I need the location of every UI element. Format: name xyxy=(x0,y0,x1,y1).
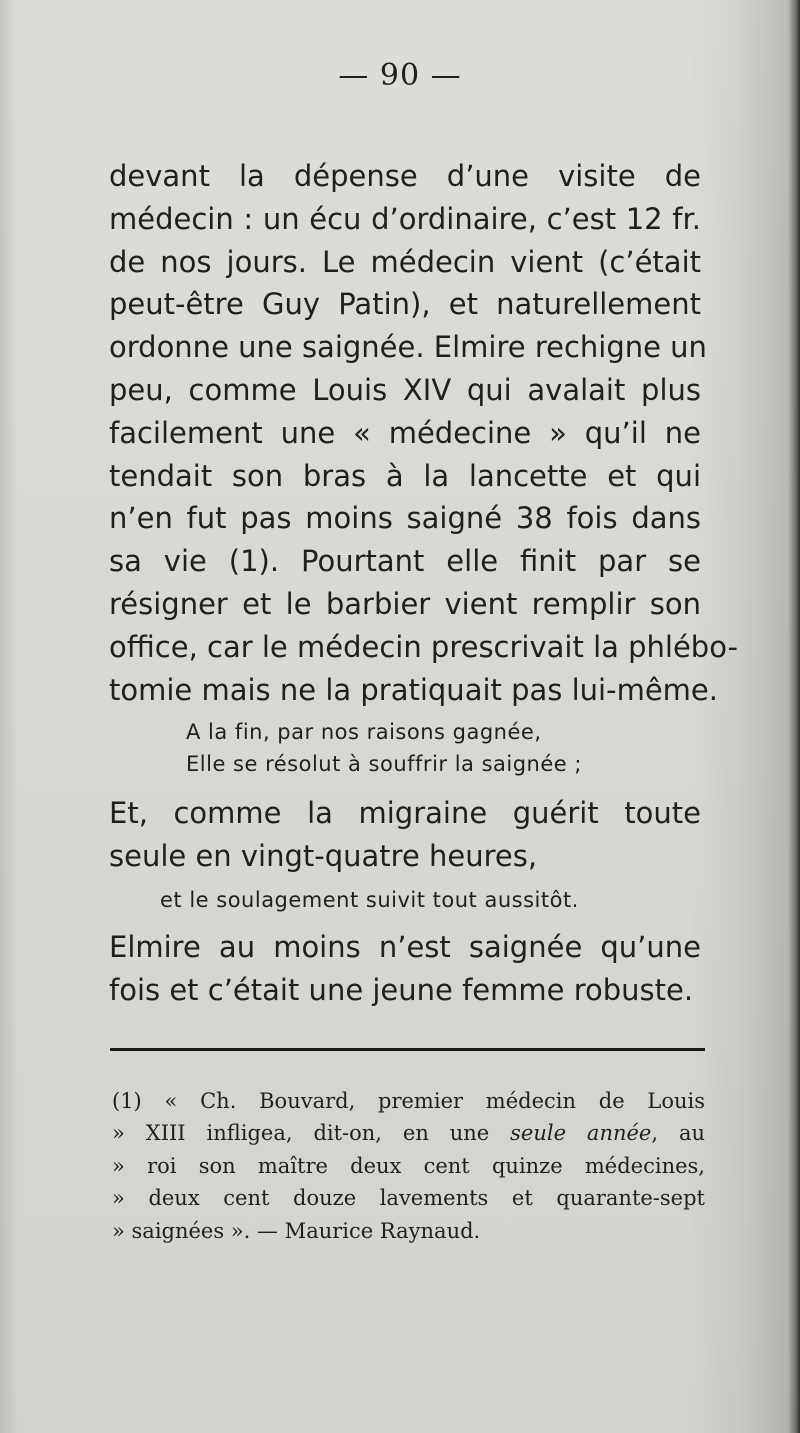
text-line: Elmire au moins n’est saignée qu’une xyxy=(109,930,701,964)
footnote xyxy=(112,1085,705,1247)
text-line: office, car le médecin prescrivait la phlébo- xyxy=(109,629,738,664)
text-line: médecin : un écu d’ordinaire, c’est 12 fr. xyxy=(109,201,701,236)
footnote-line: » roi son maître deux cent quinze médecines, xyxy=(112,1153,705,1178)
footnote-italic-text: seule année xyxy=(510,1121,652,1146)
footnote-text: » XIII infligea, dit-on, en une xyxy=(112,1121,511,1146)
text-line: fois et c’était une jeune femme robuste. xyxy=(109,972,694,1007)
verse-line: Elle se résolut à souffrir la saignée ; xyxy=(186,752,582,776)
page-number: — 90 — xyxy=(338,58,462,93)
text-line: seule en vingt-quatre heures, xyxy=(109,838,538,873)
text-line: facilement une « médecine » qu’il ne xyxy=(109,415,701,450)
main-paragraph xyxy=(109,155,738,711)
text-line: tomie mais ne la pratiquait pas lui-même. xyxy=(109,672,718,707)
continuation-paragraph xyxy=(109,792,701,878)
page-edge-shadow xyxy=(788,0,800,1433)
text-line: devant la dépense d’une visite de xyxy=(109,159,701,193)
text-line: tendait son bras à la lancette et qui xyxy=(109,458,701,493)
text-line: de nos jours. Le médecin vient (c’était xyxy=(109,244,701,279)
footnote-rule xyxy=(110,1048,705,1051)
prose-quote xyxy=(160,884,700,916)
text-line: résigner et le barbier vient remplir son xyxy=(109,586,701,621)
footnote-line: » deux cent douze lavements et quarante-sept xyxy=(112,1186,705,1211)
footnote-text: , au xyxy=(651,1121,705,1146)
quote-line: et le soulagement suivit tout aussitôt. xyxy=(160,888,579,912)
text-line: peut-être Guy Patin), et naturellement xyxy=(109,287,701,322)
text-line: peu, comme Louis XIV qui avalait plus xyxy=(109,372,701,407)
text-line: sa vie (1). Pourtant elle finit par se xyxy=(109,544,701,579)
text-line: n’en fut pas moins saigné 38 fois dans xyxy=(109,501,701,536)
verse-line: A la fin, par nos raisons gagnée, xyxy=(186,720,542,744)
footnote-line: (1) « Ch. Bouvard, premier médecin de Louis xyxy=(112,1089,705,1113)
closing-paragraph xyxy=(109,926,701,1012)
verse-quote xyxy=(186,716,706,780)
footnote-line xyxy=(112,1117,705,1149)
text-line: ordonne une saignée. Elmire rechigne un xyxy=(109,330,707,365)
text-line: Et, comme la migraine guérit toute xyxy=(109,796,701,830)
footnote-line: » saignées ». — Maurice Raynaud. xyxy=(112,1218,481,1243)
